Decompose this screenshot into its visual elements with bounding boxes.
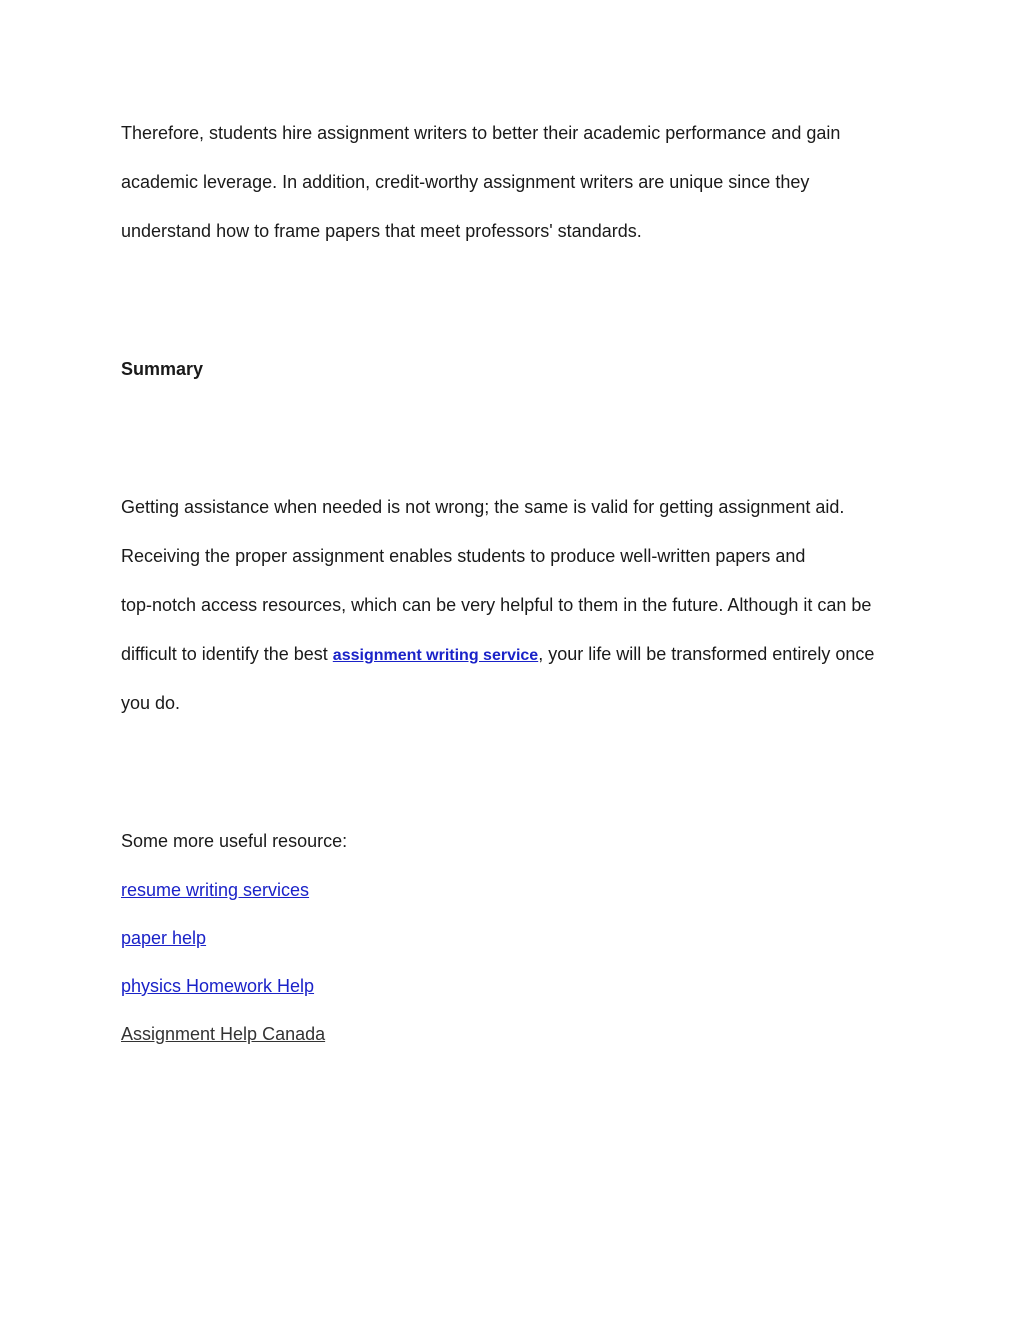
- paper-help-link[interactable]: paper help: [121, 928, 207, 948]
- summary-line-2: Receiving the proper assignment enables students to produce well-written papers and: [121, 546, 806, 566]
- physics-homework-help-link[interactable]: physics Homework Help: [121, 976, 315, 996]
- assignment-help-canada-link[interactable]: Assignment Help Canada: [121, 1024, 326, 1044]
- summary-line-3: top-notch access resources, which can be very helpful to them in the future. Although it can be: [121, 595, 872, 615]
- intro-line-1: Therefore, students hire assignment writers to better their academic performance and gain: [121, 123, 841, 143]
- intro-line-3: understand how to frame papers that meet professors' standards.: [121, 221, 642, 241]
- resources-label: Some more useful resource:: [121, 831, 348, 851]
- summary-line-5: you do.: [121, 693, 181, 713]
- summary-line-1: Getting assistance when needed is not wrong; the same is valid for getting assignment aid.: [121, 497, 845, 517]
- assignment-writing-service-link[interactable]: assignment writing service: [332, 647, 539, 664]
- summary-line-4-before: difficult to identify the best: [121, 644, 333, 664]
- summary-line-4: [121, 642, 874, 668]
- resume-writing-services-link[interactable]: resume writing services: [121, 880, 310, 900]
- intro-line-2: academic leverage. In addition, credit-worthy assignment writers are unique since they: [121, 172, 810, 192]
- summary-heading: Summary: [121, 359, 204, 379]
- summary-line-4-after: , your life will be transformed entirely once: [538, 644, 875, 664]
